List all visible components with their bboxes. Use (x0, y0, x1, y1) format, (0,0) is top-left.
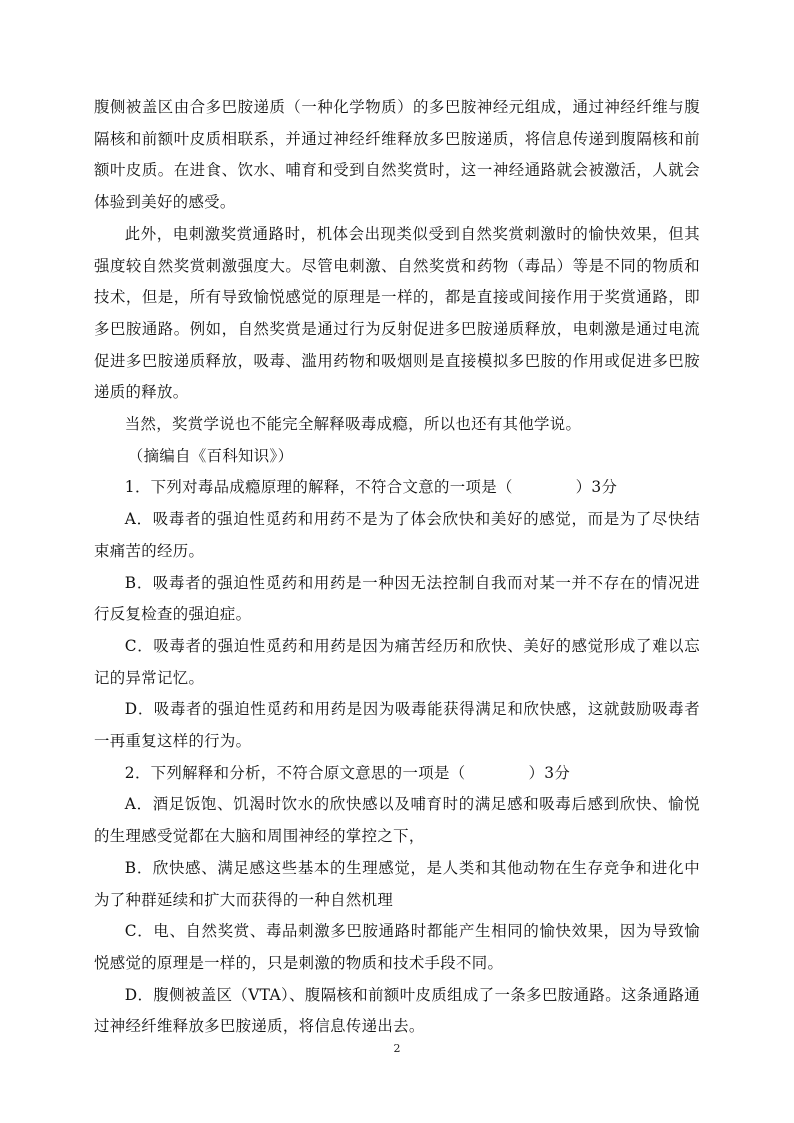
paragraph-1: 腹侧被盖区由合多巴胺递质（一种化学物质）的多巴胺神经元组成，通过神经纤维与腹隔核和前额叶皮质相联系，并通过神经纤维释放多巴胺递质，将信息传递到腹隔核和前额叶皮质。在进食、饮水、哺育和受到自然奖赏时，这一神经通路就会被激活，人就会体验到美好的感受。 (94, 98, 700, 212)
question-1-option-b: B．吸毒者的强迫性觅药和用药是一种因无法控制自我而对某一并不存在的情况进行反复检查的强迫症。 (94, 573, 700, 624)
paragraph-2: 此外，电刺激奖赏通路时，机体会出现类似受到自然奖赏刺激时的愉快效果，但其强度较自然奖赏刺激强度大。尽管电刺激、自然奖赏和药物（毒品）等是不同的物质和技术，但是，所有导致愉悦感觉的原理是一样的，都是直接或间接作用于奖赏通路，即多巴胺通路。例如，自然奖赏是通过行为反射促进多巴胺递质释放，电刺激是通过电流促进多巴胺递质释放，吸毒、滥用药物和吸烟则是直接模拟多巴胺的作用或促进多巴胺递质的释放。 (94, 224, 700, 402)
question-2-option-c: C．电、自然奖赏、毒品刺激多巴胺通路时都能产生相同的愉快效果，因为导致愉悦感觉的原理是一样的，只是刺激的物质和技术手段不同。 (94, 922, 700, 972)
question-2-option-d: D．腹侧被盖区（VTA）、腹隔核和前额叶皮质组成了一条多巴胺通路。这条通路通过神经纤维释放多巴胺递质，将信息传递出去。 (94, 985, 700, 1036)
question-1-stem: 1．下列对毒品成瘾原理的解释，不符合文意的一项是（ ）3分 (124, 478, 618, 497)
question-1-option-a: A．吸毒者的强迫性觅药和用药不是为了体会欣快和美好的感觉，而是为了尽快结束痛苦的经历。 (94, 510, 700, 560)
question-1-option-c: C．吸毒者的强迫性觅药和用药是因为痛苦经历和欣快、美好的感觉形成了难以忘记的异常记忆。 (94, 636, 700, 687)
question-2-option-b: B．欣快感、满足感这些基本的生理感觉，是人类和其他动物在生存竞争和进化中为了种群延续和扩大而获得的一种自然机理 (94, 858, 700, 909)
question-2-option-a: A．酒足饭饱、饥渴时饮水的欣快感以及哺育时的满足感和吸毒后感到欣快、愉悦的生理感受觉都在大脑和周围神经的掌控之下， (94, 795, 700, 846)
page-number: 2 (393, 1042, 401, 1055)
document-body (94, 92, 700, 1043)
paragraph-3: 当然，奖赏学说也不能完全解释吸毒成瘾，所以也还有其他学说。 (124, 415, 582, 434)
question-2-stem: 2．下列解释和分析，不符合原文意思的一项是（ ）3分 (124, 763, 571, 782)
question-1-option-d: D．吸毒者的强迫性觅药和用药是因为吸毒能获得满足和欣快感，这就鼓励吸毒者一再重复这样的行为。 (94, 700, 700, 751)
source-citation: （摘编自《百科知识》） (127, 446, 294, 465)
